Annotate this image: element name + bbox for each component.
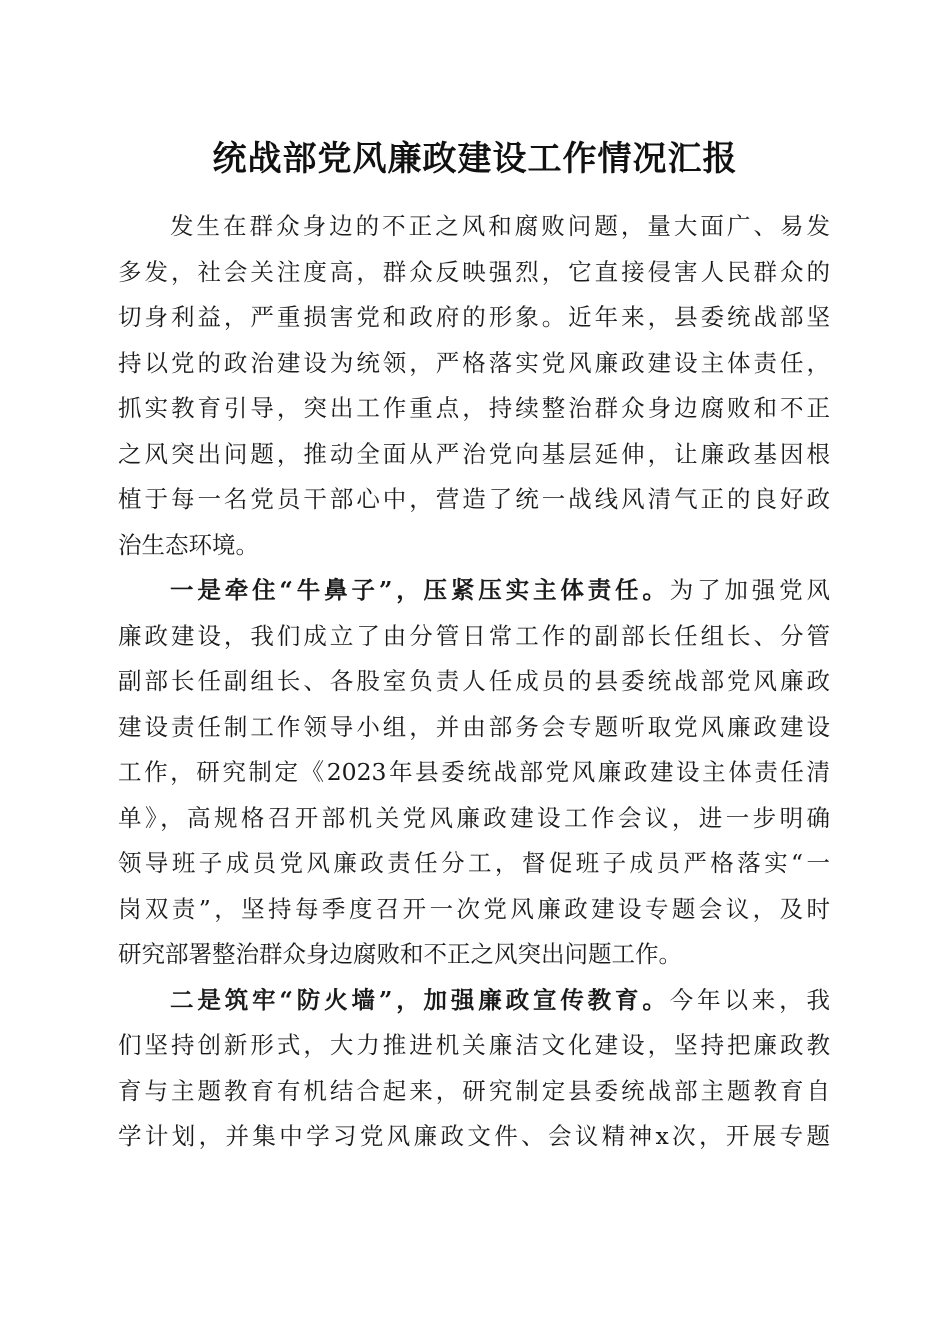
- text-line: 领导班子成员党风廉政责任分工，督促班子成员严格落实“一: [118, 849, 830, 877]
- text-line: 们坚持创新形式，大力推进机关廉洁文化建设，坚持把廉政教: [118, 1031, 830, 1059]
- paragraph-text: 为了加强党风: [669, 576, 830, 604]
- document-title: 统战部党风廉政建设工作情况汇报: [212, 139, 738, 179]
- text-line: 岗双责”，坚持每季度召开一次党风廉政建设专题会议，及时: [118, 894, 830, 923]
- paragraph-intro: [118, 204, 830, 568]
- text-line: [118, 568, 830, 614]
- text-line: 抓实教育引导，突出工作重点，持续整治群众身边腐败和不正: [118, 394, 830, 422]
- paragraph-text: 今年以来，我: [669, 985, 830, 1014]
- text-line: 建设责任制工作领导小组，并由部务会专题听取党风廉政建设: [118, 712, 830, 741]
- text-line: 廉政建设，我们成立了由分管日常工作的副部长任组长、分管: [118, 621, 830, 650]
- paragraph-heading: 一是牵住“牛鼻子”，压紧压实主体责任。: [170, 576, 670, 604]
- text-line: 植于每一名党员干部心中，营造了统一战线风清气正的良好政: [118, 485, 830, 513]
- text-line: 工作，研究制定《2023年县委统战部党风廉政建设主体责任清: [118, 758, 830, 786]
- paragraph-education: [118, 978, 830, 1160]
- text-line: 单》，高规格召开部机关党风廉政建设工作会议，进一步明确: [118, 803, 830, 832]
- text-line: 多发，社会关注度高，群众反映强烈，它直接侵害人民群众的: [118, 257, 830, 286]
- text-line: 副部长任副组长、各股室负责人任成员的县委统战部党风廉政: [118, 667, 830, 695]
- text-line: 切身利益，严重损害党和政府的形象。近年来，县委统战部坚: [118, 303, 830, 331]
- text-line: 研究部署整治群众身边腐败和不正之风突出问题工作。: [118, 940, 682, 968]
- text-line: [118, 978, 830, 1024]
- text-line: 育与主题教育有机结合起来，研究制定县委统战部主题教育自: [118, 1076, 830, 1105]
- text-line: 之风突出问题，推动全面从严治党向基层延伸，让廉政基因根: [118, 439, 830, 468]
- text-line: 治生态环境。: [118, 530, 259, 559]
- document-body: [118, 204, 830, 1160]
- text-line: 持以党的政治建设为统领，严格落实党风廉政建设主体责任，: [118, 348, 830, 377]
- paragraph-responsibility: [118, 568, 830, 978]
- paragraph-heading: 二是筑牢“防火墙”，加强廉政宣传教育。: [170, 985, 670, 1014]
- text-line: 发生在群众身边的不正之风和腐败问题，量大面广、易发: [170, 212, 830, 240]
- text-line: 学计划，并集中学习党风廉政文件、会议精神x次，开展专题: [118, 1122, 830, 1150]
